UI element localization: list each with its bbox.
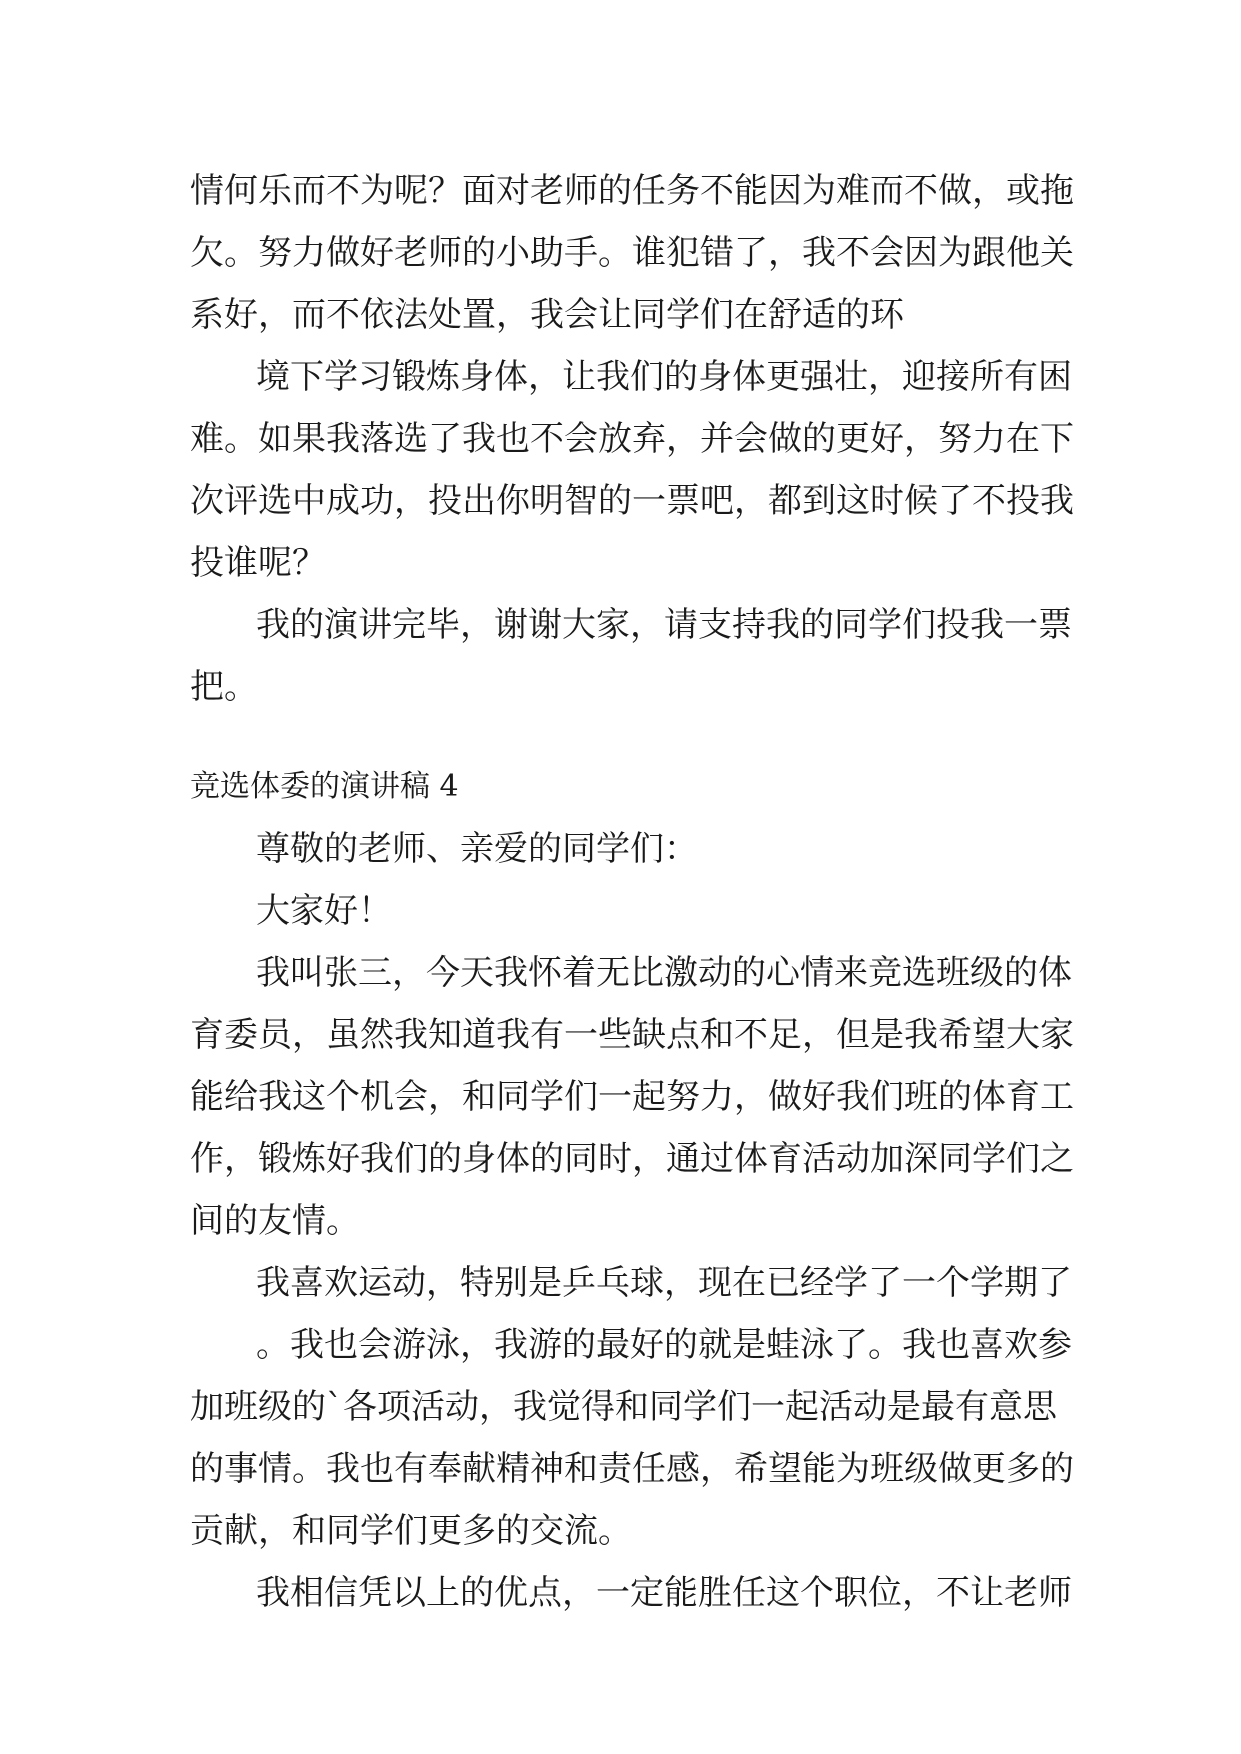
paragraph-line: 把。 [190,667,258,707]
paragraph-line: 系好，而不依法处置，我会让同学们在舒适的环 [190,295,904,335]
paragraph-line: 我的演讲完毕，谢谢大家，请支持我的同学们投我一票 [256,605,1072,645]
paragraph-line: 我相信凭以上的优点，一定能胜任这个职位，不让老师 [256,1573,1072,1613]
paragraph-line: 加班级的`各项活动，我觉得和同学们一起活动是最有意思 [190,1387,1057,1427]
document-body [190,160,1074,1624]
paragraph-line: 投谁呢？ [190,543,326,583]
salutation: 尊敬的老师、亲爱的同学们： [256,829,698,869]
paragraph-line: 育委员，虽然我知道我有一些缺点和不足，但是我希望大家 [190,1015,1074,1055]
paragraph-line: 能给我这个机会，和同学们一起努力，做好我们班的体育工 [190,1077,1074,1117]
greeting: 大家好！ [256,891,392,931]
paragraph-line: 贡献，和同学们更多的交流。 [190,1511,632,1551]
paragraph-line: 间的友情。 [190,1201,360,1241]
paragraph-line: 欠。努力做好老师的小助手。谁犯错了，我不会因为跟他关 [190,233,1074,273]
paragraph-line: 作，锻炼好我们的身体的同时，通过体育活动加深同学们之 [190,1139,1074,1179]
paragraph-line: 我喜欢运动，特别是乒乓球，现在已经学了一个学期了 [256,1263,1072,1303]
section-title: 竞选体委的演讲稿 4 [190,769,459,804]
paragraph-line: 我叫张三，今天我怀着无比激动的心情来竞选班级的体 [256,953,1072,993]
paragraph-line: 。我也会游泳，我游的最好的就是蛙泳了。我也喜欢参 [256,1325,1072,1365]
paragraph-line: 境下学习锻炼身体，让我们的身体更强壮，迎接所有困 [256,357,1072,397]
paragraph-line: 的事情。我也有奉献精神和责任感，希望能为班级做更多的 [190,1449,1074,1489]
paragraph-line: 情何乐而不为呢？面对老师的任务不能因为难而不做，或拖 [190,171,1074,211]
paragraph-line: 难。如果我落选了我也不会放弃，并会做的更好，努力在下 [190,419,1074,459]
paragraph-line: 次评选中成功，投出你明智的一票吧，都到这时候了不投我 [190,481,1074,521]
